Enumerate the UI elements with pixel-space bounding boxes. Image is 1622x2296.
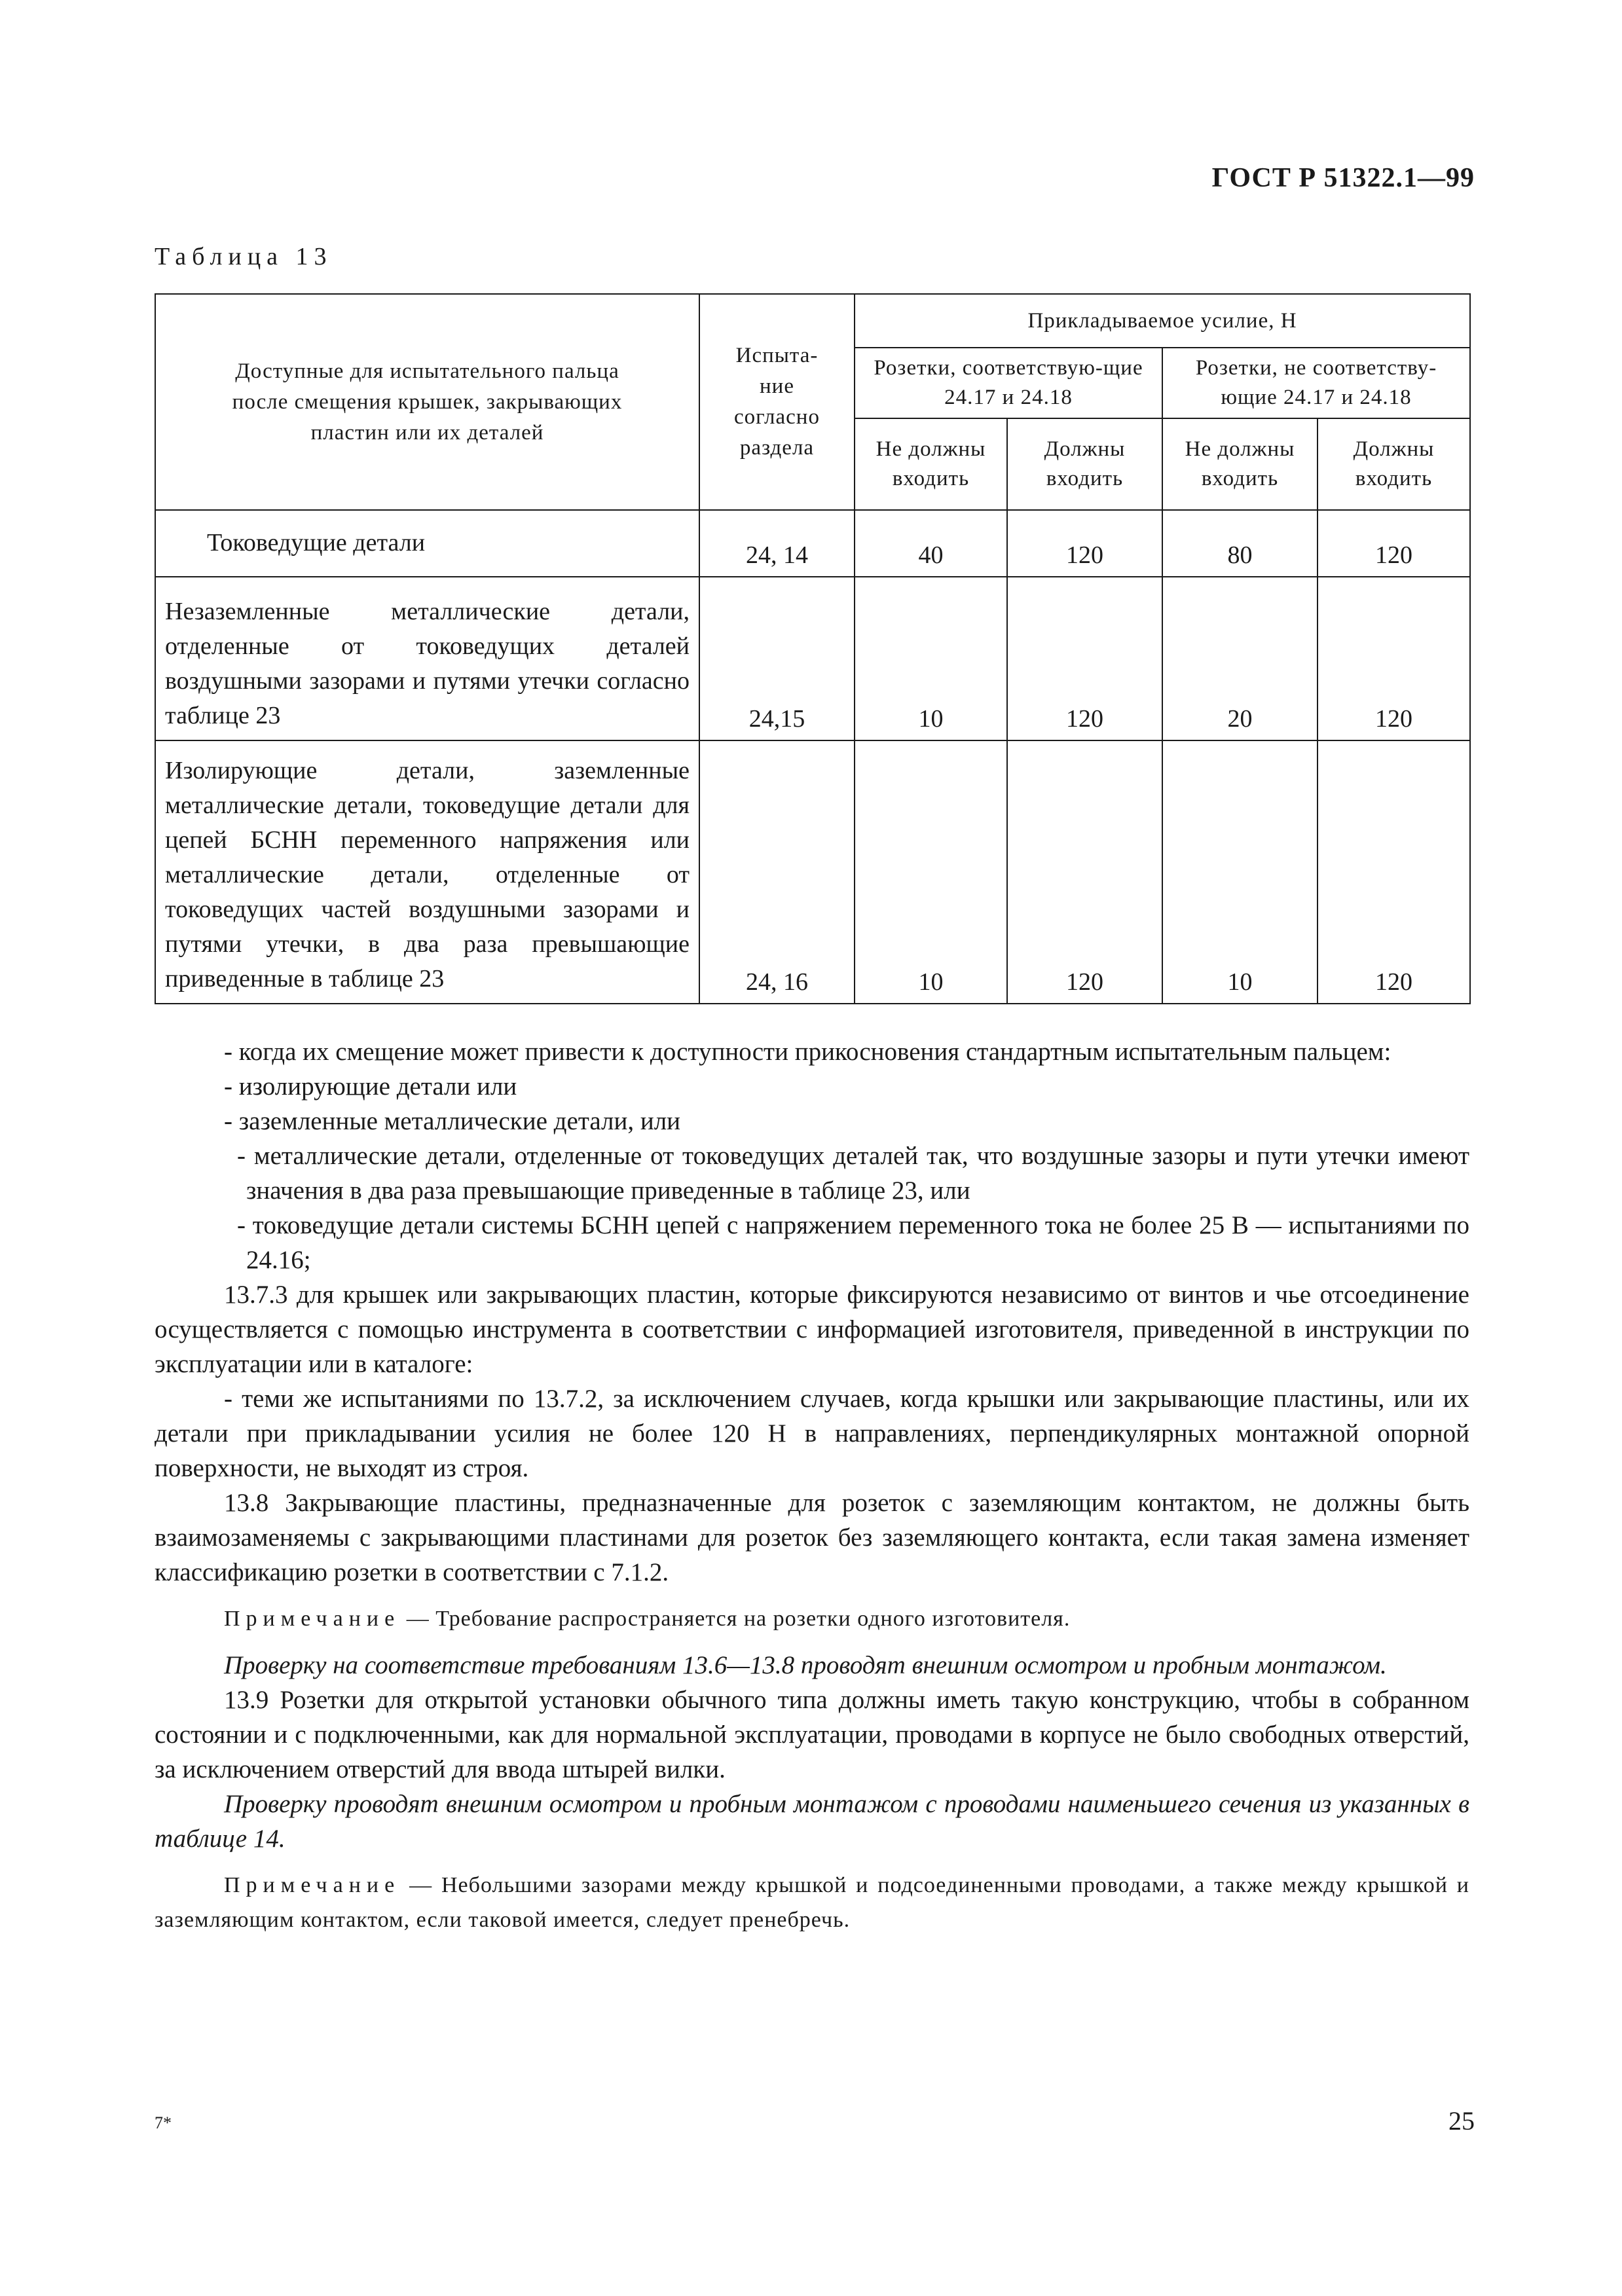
row-value: 80 <box>1162 510 1318 577</box>
clause-13-8: 13.8 Закрывающие пластины, предназначенные для розеток с заземляющим контактом, не должны быть взаимозаменяемы с закрывающими пластинами для розеток без заземляющего контакта, если такая замена изменяет классификацию розетки в соответствии с 7.1.2. <box>155 1489 1469 1586</box>
table-row <box>155 740 1470 1004</box>
row-test: 24, 16 <box>699 740 855 1004</box>
row-value: 120 <box>1007 577 1162 740</box>
header-must-enter: Должны входить <box>1318 418 1470 510</box>
header-must-enter: Должны входить <box>1007 418 1162 510</box>
row-value: 10 <box>1162 740 1318 1004</box>
note-label: Примечание <box>224 1607 401 1631</box>
clause-13-7-3: 13.7.3 для крышек или закрывающих пластин, которые фиксируются независимо от винтов и чье отсоединение осуществляется с помощью инструмента в соответствии с информацией изготовителя, приведенной в инструкции по эксплуатации или в каталоге: <box>155 1281 1469 1378</box>
header-applied-force: Прикладываемое усилие, Н <box>855 294 1470 348</box>
row-description: Токоведущие детали <box>155 510 699 577</box>
row-description: Незаземленные металлические детали, отделенные от токоведущих деталей воздушными зазорами и путями утечки согласно таблице 23 <box>155 577 699 740</box>
row-test: 24, 14 <box>699 510 855 577</box>
row-value: 120 <box>1318 510 1470 577</box>
list-item: - изолирующие детали или <box>224 1072 517 1101</box>
header-accessible-parts: Доступные для испытательного пальца после смещения крышек, закрывающих пластин или их деталей <box>155 294 699 510</box>
row-value: 10 <box>855 740 1007 1004</box>
table-row <box>155 577 1470 740</box>
page-number: 25 <box>1448 2106 1475 2136</box>
row-value: 120 <box>1007 740 1162 1004</box>
table-caption: Таблица 13 <box>155 243 333 270</box>
list-item: - заземленные металлические детали, или <box>224 1107 681 1135</box>
body-text <box>155 1034 1469 1937</box>
note <box>155 1868 1469 1937</box>
row-value: 10 <box>855 577 1007 740</box>
table-13 <box>155 293 1471 1004</box>
header-group-noncompliant: Розетки, не соответству-ющие 24.17 и 24.18 <box>1162 348 1470 418</box>
sheet-mark: 7* <box>155 2113 172 2132</box>
row-value: 120 <box>1318 740 1470 1004</box>
header-must-not-enter: Не должны входить <box>1162 418 1318 510</box>
row-test: 24,15 <box>699 577 855 740</box>
note-label: Примечание <box>224 1873 401 1897</box>
note <box>155 1601 1469 1636</box>
note-text: — Требование распространяется на розетки одного изготовителя. <box>400 1607 1071 1631</box>
table-header-row <box>155 294 1470 348</box>
note-text: — Небольшими зазорами между крышкой и подсоединенными проводами, а также между крышкой и заземляющим контактом, если таковой имеется, следует пренебречь. <box>155 1873 1469 1932</box>
row-value: 20 <box>1162 577 1318 740</box>
header-must-not-enter: Не должны входить <box>855 418 1007 510</box>
row-value: 120 <box>1007 510 1162 577</box>
paragraph: - теми же испытаниями по 13.7.2, за исключением случаев, когда крышки или закрывающие пластины, или их детали при прикладывании усилия не более 120 Н в направлениях, перпендикулярных монтажной опорной поверхности, не выходят из строя. <box>155 1385 1469 1482</box>
table-row <box>155 510 1470 577</box>
check-statement: Проверку проводят внешним осмотром и пробным монтажом с проводами наименьшего сечения из указанных в таблице 14. <box>155 1790 1469 1853</box>
list-item: - металлические детали, отделенные от токоведущих деталей так, что воздушные зазоры и пути утечки имеют значения в два раза превышающие приведенные в таблице 23, или <box>237 1142 1469 1205</box>
clause-13-9: 13.9 Розетки для открытой установки обычного типа должны иметь такую конструкцию, чтобы в собранном состоянии и с подключенными, как для нормальной эксплуатации, проводами в корпусе не было свободных отверстий, за исключением отверстий для ввода штырей вилки. <box>155 1686 1469 1783</box>
list-item: - токоведущие детали системы БСНН цепей с напряжением переменного тока не более 25 В — испытаниями по 24.16; <box>237 1211 1469 1274</box>
header-test: Испыта-ние согласно раздела <box>699 294 855 510</box>
row-value: 120 <box>1318 577 1470 740</box>
row-value: 40 <box>855 510 1007 577</box>
paragraph: - когда их смещение может привести к доступности прикосновения стандартным испытательным пальцем: <box>224 1038 1392 1066</box>
row-description: Изолирующие детали, заземленные металлические детали, токоведущие детали для цепей БСНН переменного напряжения или металлические детали, отделенные от токоведущих частей воздушными зазорами и путями утечки, в два раза превышающие приведенные в таблице 23 <box>155 740 699 1004</box>
standard-number: ГОСТ Р 51322.1—99 <box>1211 163 1475 193</box>
check-statement: Проверку на соответствие требованиям 13.6—13.8 проводят внешним осмотром и пробным монтажом. <box>224 1651 1387 1679</box>
header-group-compliant: Розетки, соответствую-щие 24.17 и 24.18 <box>855 348 1162 418</box>
